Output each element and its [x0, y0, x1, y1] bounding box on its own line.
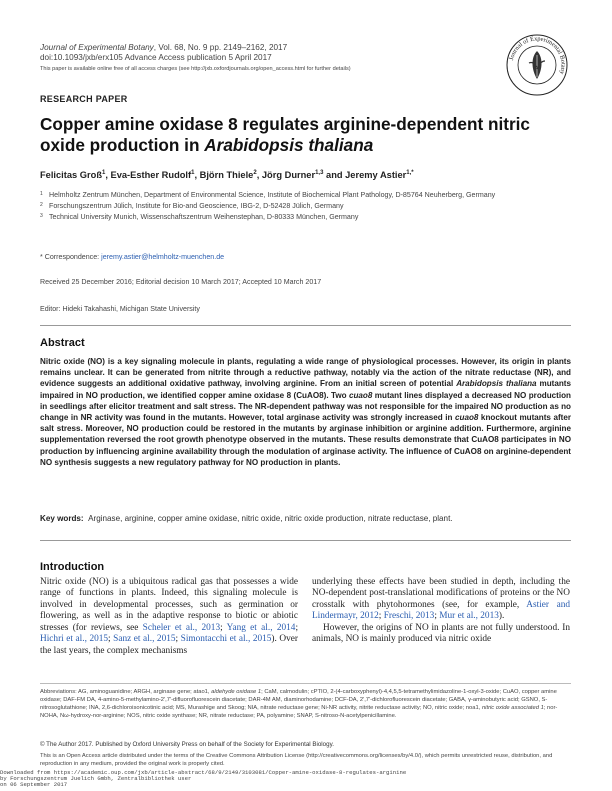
affiliation: 1 Helmholtz Zentrum München, Department of Environmental Science, Institute of Biochemical Plant Pathology, D-85764 Neuherberg, Germany [40, 191, 496, 199]
doi-line[interactable]: doi:10.1093/jxb/erx105 Advance Access publication 5 April 2017 [40, 53, 272, 63]
license: This is an Open Access article distributed under the terms of the Creative Commons Attribution License (http://creativecommons.org/licenses/by/4.0/), which permits unrestricted reuse, distribution, and reproduction in any medium, provided the original work is properly cited. [40, 753, 553, 767]
introduction-heading: Introduction [40, 561, 105, 573]
correspondence: * Correspondence: jeremy.astier@helmholtz-muenchen.de [40, 253, 225, 261]
citation-link[interactable]: Mur et al., 2013 [439, 611, 499, 622]
journal-name: Journal of Experimental Botany [40, 43, 154, 52]
citation-link[interactable]: Simontacchi et al., 2015 [180, 634, 272, 645]
divider [40, 540, 571, 541]
affiliation: 3 Technical University Munich, Wissenschaftszentrum Weihenstephan, D-80333 München, Germany [40, 213, 359, 221]
title-main: Copper amine oxidase 8 regulates arginine-dependent nitric oxide production in [40, 114, 530, 155]
author: Jeremy Astier [345, 170, 407, 181]
divider [40, 325, 571, 326]
author: Björn Thiele [199, 170, 254, 181]
journal-citation [40, 43, 470, 74]
author-list: Felicitas Groß$^1$, Eva-Esther Rudolf$^1$, Björn Thiele$^2$, Jörg Durner$^{1,3}$ and Jeremy Astier$^{1,*}$ [40, 170, 414, 181]
citation-link[interactable]: Hichri et al., 2015 [40, 634, 109, 645]
introduction-right-column: underlying these effects have been studied in depth, including the NO-dependent post-translational modifications of proteins or the NO crosstalk with phytohormones (see, for example, Astier and Lindermayr, 2012; Freschi, 2013; Mur et al., 2013). However, the origins of NO in plants are not fully understood. In animals, NO is mainly produced via nitric oxide [312, 577, 571, 645]
affiliations [40, 190, 570, 223]
citation-link[interactable]: Yang et al., 2014 [226, 622, 296, 633]
author: Felicitas Groß [40, 170, 102, 181]
copyright: © The Author 2017. Published by Oxford University Press on behalf of the Society for Experimental Biology. [40, 741, 334, 748]
author: Jörg Durner [261, 170, 316, 181]
citation-link[interactable]: Sanz et al., 2015 [113, 634, 176, 645]
keywords: Key words: Arginase, arginine, copper amine oxidase, nitric oxide, nitric oxide production, nitrate reductase, plant. [40, 514, 453, 523]
journal-logo-icon [505, 33, 569, 97]
received-dates: Received 25 December 2016; Editorial decision 10 March 2017; Accepted 10 March 2017 [40, 278, 322, 286]
abstract-body: Nitric oxide (NO) is a key signaling molecule in plants, regulating a wide range of physiological processes. However, its origin in plants remains unclear. It can be generated from nitrite through a reductive pathway, notably via the action of the nitrate reductase (NR), and evidence suggests an additional oxidative pathway, involving arginine. From an initial screen of potential Arabidopsis thaliana mutants impaired in NO production, we identified copper amine oxidase 8 (CuAO8). Two cuao8 mutant lines displayed a decreased NO production in seedlings after elicitor treatment and salt stress. The NR-dependent pathway was not responsible for the impaired NO production as no change in NR activity was found in the mutants. However, total arginase activity was strongly increased in cuao8 knockout mutants after salt stress. Moreover, NO production could be restored in the mutants by arginase inhibition or arginine addition. Furthermore, arginine supplementation reversed the root growth phenotype observed in the mutants. These results demonstrate that CuAO8 participates in NO production by influencing arginine availability through the modulation of arginase activity. The influence of CuAO8 on arginine-dependent NO synthesis suggests a new regulatory pathway for NO production in plants. [40, 357, 571, 467]
open-access-note: This paper is available online free of all access charges (see http://jxb.oxfordjournals.org/open_access.html for further details) [40, 65, 351, 72]
svg-text:Journal of Experimental Botany: Journal of Experimental Botany [508, 35, 567, 76]
abbreviations: Abbreviations: AG, aminoguanidine; ARGH, arginase gene; atao1, aldehyde oxidase 1; CaM, calmodulin; cPTIO, 2-(4-carboxyphenyl)-4,4,5,5-tetramethylimidazoline-1-oxyl-3-oxide; CuAO, copper amine oxidase; DAF-FM DA, 4-amino-5-methylamino-2',7'-difluorofluorescein diacetate; DAR-4M AM, diaminorhodamine; DCF-DA, 2',7'-dichlorofluorescein diacetate; GABA, γ-aminobutyric acid; GSNO, S-nitrosoglutathione; INA, 2,6-dichloroisonicotinic acid; MS, Murashige and Skoog; NIA, nitrate reductase gene; Ni-NR activity, nitrite reductase activity; NO, nitric oxide; noa1, nitric oxide associated 1; nor-NOHA, Nω-hydroxy-nor-arginine; NOS, nitric oxide synthase; NR, nitrate reductase; PA, polyamine; SNAP, S-nitroso-N-acetylpenicillamine. [40, 689, 558, 719]
correspondence-email-link[interactable]: jeremy.astier@helmholtz-muenchen.de [101, 253, 225, 261]
divider [40, 683, 571, 684]
citation-link[interactable]: Astier and Lindermayr, 2012 [312, 599, 571, 622]
citation-link[interactable]: Scheler et al., 2013 [142, 622, 221, 633]
affiliation: 2 Forschungszentrum Jülich, Institute for Bio-and Geoscience, IBG-2, D-52428 Jülich, Germany [40, 202, 344, 210]
download-stamp: Downloaded from https://academic.oup.com/jxb/article-abstract/68/9/2149/3103081/Copper-amine-oxidase-8-regulates-arginine by Forschungszentrum Juelich Gmbh, Zentralbibliothek user on 06 September 2017 [0, 769, 407, 789]
article-type: RESEARCH PAPER [40, 94, 128, 104]
journal-logo [505, 33, 569, 97]
introduction-left-column: Nitric oxide (NO) is a ubiquitous radical gas that possesses a wide range of functions in plants. Indeed, this signaling molecule is involved in developmental processes, such as germination or flowering, as well as in the adaptive response to biotic or abiotic stresses (for reviews, see Scheler et al., 2013; Yang et al., 2014; Hichri et al., 2015; Sanz et al., 2015; Simontacchi et al., 2015). Over the last years, the complex mechanisms [40, 577, 299, 656]
citation-details: , Vol. 68, No. 9 pp. 2149–2162, 2017 [153, 43, 288, 52]
abstract-heading: Abstract [40, 337, 85, 349]
author: Eva-Esther Rudolf [110, 170, 192, 181]
article-title [40, 114, 570, 156]
citation-link[interactable]: Freschi, 2013 [383, 611, 435, 622]
title-species: Arabidopsis thaliana [204, 135, 374, 155]
editor: Editor: Hideki Takahashi, Michigan State University [40, 305, 200, 313]
